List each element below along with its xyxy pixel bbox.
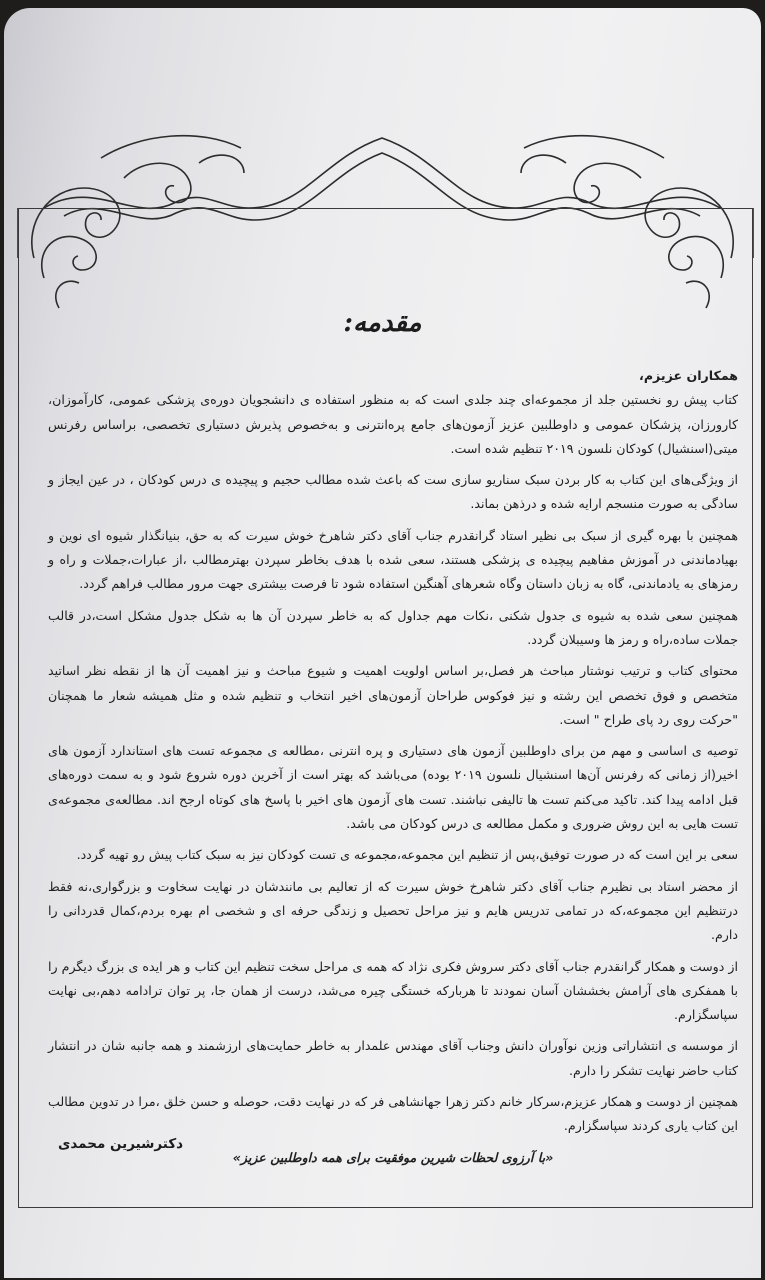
page-title: مقدمه: [343, 308, 422, 338]
paragraph: همچنین سعی شده به شیوه ی جدول شکنی ،نکات مهم جداول که به خاطر سپردن آن ها به شکل جدول مشکل است،در قالب جملات ساده،راه و رمز ها وسیبلان گردد. [48, 607, 738, 647]
paragraph: از ویژگی‌های این کتاب به کار بردن سبک سناریو سازی ست که باعث شده مطالب حجیم و پیچیده ی درس کودکان ، در عین ایجاز و سادگی به صورت منسجم ارایه شده و درذهن بماند. [48, 472, 738, 512]
paragraph: توصیه ی اساسی و مهم من برای داوطلبین آزمون های دستیاری و پره انترنی ،مطالعه ی مجموعه تست های استاندارد آزمون های اخیر(از زمانی که رفرنس آن‌ها اسنشیال نلسون ۲۰۱۹ بوده) می‌باشد که بهتر است از آخرین دوره شروع شود و به سمت دوره‌های قبل ادامه پیدا کند. تاکید می‌کنم تست ها تالیفی نباشند. تست های آزمون های اخیر با پاسخ های کوتاه ارجح اند. مطالعه‌ی مجموعه‌ی تست هایی به این روش ضروری و مکمل مطالعه ی درس کودکان می باشد. [48, 743, 738, 832]
paragraph: همچنین از دوست و همکار عزیزم،سرکار خانم دکتر زهرا جهانشاهی فر که در نهایت دقت، حوصله و حسن خلق ،مرا در تدوین مطالب این کتاب یاری کردند سپاسگزارم. [48, 1094, 738, 1134]
body-text [48, 364, 738, 1177]
paragraph: همچنین با بهره گیری از سبک بی نظیر استاد گرانقدرم جناب آقای دکتر شاهرخ خوش سیرت که به حق، بنیانگذار شیوه ای نوین و بهیادماندنی در آموزش مفاهیم پیچیده ی پزشکی هستند، سعی شده با هدف بخاطر سپردن بهترمطالب ،از عبارات،جملات و راه و رمزهای به یادماندنی، گاه به زبان داستان وگاه شعرهای آهنگین استفاده شود تا فرصت بیشتری جهت مرور مطالب فراهم گردد. [48, 527, 738, 592]
paragraph: محتوای کتاب و ترتیب نوشتار مباحث هر فصل،بر اساس اولویت اهمیت و شیوع مباحث و نیز اهمیت آن ها از نقطه نظر اساتید متخصص و فوق تخصص این رشته و نیز فوکوس طراحان آزمون‌های اخیر انتخاب و تنظیم شده و مثل همیشه شعار ما همچنان "حرکت روی رد پای طراح " است. [48, 663, 738, 727]
paragraph: از محضر استاد بی نظیرم جناب آقای دکتر شاهرخ خوش سیرت که از تعالیم بی مانندشان در نهایت سخاوت و بزرگواری،نه فقط درتنظیم این مجموعه،که در تمامی تدریس هایم و نیز مراحل تحصیل و زندگی حرفه ای و شخصی ام بهره بردم،کمال قدردانی را دارم. [48, 878, 738, 943]
paragraph: کتاب پیش رو نخستین جلد از مجموعه‌ای چند جلدی است که به منظور استفاده ی دانشجویان دوره‌ی پزشکی عمومی، کارآموزان، کارورزان، پزشکان عمومی و داوطلبین عزیز آزمون‌های جامع پره‌انترنی و به‌خصوص پذیرش دستیاری تخصصی، براساس رفرنس میتی(اسنشیال) کودکان نلسون ۲۰۱۹ تنظیم شده است. [48, 392, 738, 456]
paragraph: از دوست و همکار گرانقدرم جناب آقای دکتر سروش فکری نژاد که همه ی مراحل سخت تنظیم این کتاب و هر ایده ی بزرگ دیگرم را با همفکری های آرامش بخششان آسان نمودند تا هربارکه خستگی چیره می‌شد، درست از همان جا، پر توان ترادامه دهم،بی نهایت سپاسگزارم. [48, 958, 738, 1023]
book-page [4, 8, 761, 1278]
author-signature: دکترشیرین محمدی [58, 1136, 184, 1152]
salutation: همکاران عزیزم، [639, 368, 738, 383]
paragraph: سعی بر این است که در صورت توفیق،پس از تنظیم این مجموعه،مجموعه ی تست کودکان نیز به سبک کتاب پیش رو تهیه گردد. [76, 847, 738, 863]
closing-line: «با آرزوی لحظات شیرین موفقیت برای همه داوطلبین عزیز» [232, 1149, 554, 1165]
paragraph: از موسسه ی انتشاراتی وزین نوآوران دانش وجناب آقای مهندس علمدار به خاطر حمایت‌های ارزشمند و همه جانبه شان در انتشار کتاب حاضر نهایت تشکر را دارم. [48, 1038, 738, 1078]
